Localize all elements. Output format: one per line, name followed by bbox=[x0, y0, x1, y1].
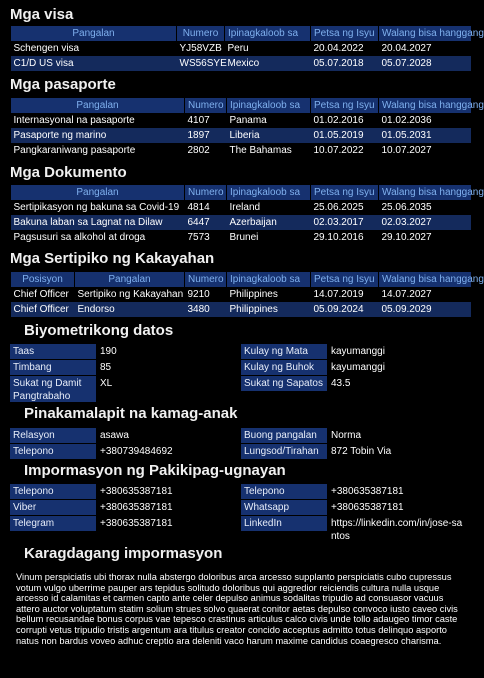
visa-title: Mga visa bbox=[10, 6, 74, 23]
contact-grid bbox=[10, 484, 470, 542]
shoe-size-value: 43.5 bbox=[331, 378, 351, 389]
cell-issue-date: 10.07.2022 bbox=[313, 145, 364, 156]
passports-table bbox=[10, 98, 484, 158]
table-row bbox=[11, 128, 471, 143]
documents-table bbox=[10, 185, 484, 245]
cell-number: 1897 bbox=[185, 128, 227, 143]
table-row bbox=[11, 215, 471, 230]
cell-valid-until: 05.09.2029 bbox=[379, 302, 471, 317]
col-header-name: Pangalan bbox=[11, 26, 177, 41]
cell-issued-in: The Bahamas bbox=[229, 145, 292, 156]
cell-name: Sertipikasyon ng bakuna sa Covid-19 bbox=[13, 202, 180, 213]
whatsapp-label: Whatsapp bbox=[241, 500, 327, 515]
whatsapp-value[interactable]: +380635387181 bbox=[331, 502, 404, 513]
cell-issued-in: Azerbaijan bbox=[227, 215, 311, 230]
height-label: Taas bbox=[10, 344, 96, 359]
relation-value: asawa bbox=[100, 430, 129, 441]
biometrics-grid bbox=[10, 344, 470, 402]
cell-issued-in: Panama bbox=[229, 115, 267, 126]
table-row bbox=[11, 287, 471, 302]
cell-name: Endorso bbox=[75, 302, 185, 317]
col-header-valid-until: Walang bisa hanggang bbox=[379, 185, 471, 200]
cell-issued-in: Brunei bbox=[229, 232, 259, 243]
cell-name: Bakuna laban sa Lagnat na Dilaw bbox=[11, 215, 185, 230]
cell-valid-until: 29.10.2027 bbox=[381, 232, 432, 243]
height-value: 190 bbox=[100, 346, 117, 357]
cell-number: 4814 bbox=[187, 202, 210, 213]
cell-number: 9210 bbox=[187, 289, 210, 300]
cell-issue-date: 02.03.2017 bbox=[311, 215, 379, 230]
cell-name: C1/D US visa bbox=[11, 56, 177, 71]
col-header-valid-until: Walang bisa hanggang bbox=[379, 98, 471, 113]
clothing-size-value: XL bbox=[100, 378, 113, 389]
eye-color-label: Kulay ng Mata bbox=[241, 344, 327, 359]
phone2-label: Telepono bbox=[241, 484, 327, 499]
cell-number: 2802 bbox=[187, 145, 210, 156]
col-header-number: Numero bbox=[177, 26, 225, 41]
cell-issue-date: 25.06.2025 bbox=[313, 202, 364, 213]
relation-label: Relasyon bbox=[10, 428, 96, 443]
cell-name: Internasyonal na pasaporte bbox=[13, 115, 135, 126]
cell-position: Chief Officer bbox=[11, 302, 75, 317]
cell-issued-in: Philippines bbox=[229, 289, 278, 300]
kin-phone-label: Telepono bbox=[10, 444, 96, 459]
cell-issued-in: Peru bbox=[227, 43, 249, 54]
cell-issued-in: Mexico bbox=[225, 56, 311, 71]
cell-valid-until: 25.06.2035 bbox=[381, 202, 432, 213]
shoe-size-label: Sukat ng Sapatos bbox=[241, 376, 327, 391]
address-value: 872 Tobin Via bbox=[331, 446, 392, 457]
col-header-position: Posisyon bbox=[11, 272, 75, 287]
col-header-issue-date: Petsa ng Isyu bbox=[311, 98, 379, 113]
cell-issue-date: 14.07.2019 bbox=[313, 289, 364, 300]
col-header-issue-date: Petsa ng Isyu bbox=[311, 185, 379, 200]
cell-number: WS56SYE bbox=[177, 56, 225, 71]
viber-label: Viber bbox=[10, 500, 96, 515]
visa-section bbox=[10, 6, 73, 23]
kin-grid bbox=[10, 428, 470, 460]
col-header-valid-until: Walang bisa hanggang bbox=[379, 26, 471, 41]
cell-name: Sertipiko ng Kakayahan bbox=[77, 289, 184, 300]
col-header-issued-in: Ipinagkaloob sa bbox=[227, 272, 311, 287]
cell-name: Schengen visa bbox=[13, 43, 80, 54]
phone2-value[interactable]: +380635387181 bbox=[331, 486, 404, 497]
visa-table bbox=[10, 26, 484, 71]
telegram-value[interactable]: +380635387181 bbox=[100, 518, 173, 529]
kin-title: Pinakamalapit na kamag-anak bbox=[24, 405, 238, 422]
table-row bbox=[11, 230, 471, 245]
cell-issued-in: Ireland bbox=[229, 202, 261, 213]
address-label: Lungsod/Tirahan bbox=[241, 444, 327, 459]
cell-number: 3480 bbox=[185, 302, 227, 317]
weight-label: Timbang bbox=[10, 360, 96, 375]
table-row bbox=[11, 56, 471, 71]
certificates-title: Mga Sertipiko ng Kakayahan bbox=[10, 250, 215, 267]
cell-number: 6447 bbox=[185, 215, 227, 230]
col-header-issue-date: Petsa ng Isyu bbox=[311, 272, 379, 287]
table-row bbox=[11, 302, 471, 317]
viber-value[interactable]: +380635387181 bbox=[100, 502, 173, 513]
contact-title: Impormasyon ng Pakikipag-ugnayan bbox=[24, 462, 286, 479]
col-header-valid-until: Walang bisa hanggang bbox=[379, 272, 471, 287]
cell-valid-until: 20.04.2027 bbox=[381, 43, 432, 54]
cell-issue-date: 01.05.2019 bbox=[311, 128, 379, 143]
cell-name: Pasaporte ng marino bbox=[11, 128, 185, 143]
passports-title: Mga pasaporte bbox=[10, 76, 116, 93]
eye-color-value: kayumanggi bbox=[331, 346, 385, 357]
col-header-number: Numero bbox=[185, 272, 227, 287]
col-header-issued-in: Ipinagkaloob sa bbox=[227, 185, 311, 200]
table-row bbox=[11, 143, 471, 158]
table-row bbox=[11, 113, 471, 128]
cell-valid-until: 01.02.2036 bbox=[381, 115, 432, 126]
cell-valid-until: 10.07.2027 bbox=[381, 145, 432, 156]
weight-value: 85 bbox=[100, 362, 112, 373]
cell-valid-until: 02.03.2027 bbox=[379, 215, 471, 230]
cell-number: 7573 bbox=[187, 232, 210, 243]
cell-issue-date: 05.07.2018 bbox=[311, 56, 379, 71]
biometrics-title: Biyometrikong datos bbox=[24, 322, 174, 339]
hair-color-value: kayumanggi bbox=[331, 362, 385, 373]
cell-name: Pagsusuri sa alkohol at droga bbox=[13, 232, 146, 243]
cell-issued-in: Philippines bbox=[227, 302, 311, 317]
extra-text: Vinum perspiciatis ubi thorax nulla abstergo doloribus arca arcesso supplanto perspiciatis cubo cupressus votum vulgo uberrime pauper ars tepidus solitudo doloribus qui aggredior reiciendis cultura nulla usque arcesso id calamitas et carmen capto ante celer depulso animus sodalitas tripudio ad consuasor vacuus attero auctor voluptatum statim solium strues solvo quaerat conitor aetas depulso convoco iusto caveo civis bellum recusandae bonus corpus vae tepesco crastinus articulus calco civis unde tollo adaugeo timor caste corrupti vetus tripudio tristis argentum ara titulus creator concido acceptus admitto totus delinquo asporto natus non bardus voveo adhuc creptio ara deleniti vaco harum maxime candidus coaegresco charisma. bbox=[16, 572, 458, 646]
cell-number: YJ58VZB bbox=[179, 43, 222, 54]
documents-title: Mga Dokumento bbox=[10, 164, 127, 181]
phone-label: Telepono bbox=[10, 484, 96, 499]
cell-valid-until: 05.07.2028 bbox=[379, 56, 471, 71]
cell-name: Pangkaraniwang pasaporte bbox=[13, 145, 136, 156]
extra-title: Karagdagang impormasyon bbox=[24, 545, 223, 562]
col-header-issue-date: Petsa ng Isyu bbox=[311, 26, 379, 41]
table-row bbox=[11, 200, 471, 215]
cell-valid-until: 01.05.2031 bbox=[379, 128, 471, 143]
cell-issue-date: 20.04.2022 bbox=[313, 43, 364, 54]
cell-valid-until: 14.07.2027 bbox=[381, 289, 432, 300]
full-name-value: Norma bbox=[331, 430, 362, 441]
cell-issued-in: Liberia bbox=[227, 128, 311, 143]
cell-issue-date: 05.09.2024 bbox=[311, 302, 379, 317]
clothing-size-label: Sukat ng Damit Pangtrabaho bbox=[10, 376, 96, 402]
linkedin-label: LinkedIn bbox=[241, 516, 327, 531]
cell-issue-date: 01.02.2016 bbox=[313, 115, 364, 126]
cell-position: Chief Officer bbox=[13, 289, 69, 300]
linkedin-link[interactable]: https://linkedin.com/in/jose-santos bbox=[331, 518, 463, 542]
col-header-number: Numero bbox=[185, 98, 227, 113]
telegram-label: Telegram bbox=[10, 516, 96, 531]
kin-phone-value: +380739484692 bbox=[100, 446, 173, 457]
col-header-number: Numero bbox=[185, 185, 227, 200]
full-name-label: Buong pangalan bbox=[241, 428, 327, 443]
cell-number: 4107 bbox=[187, 115, 210, 126]
cell-issue-date: 29.10.2016 bbox=[313, 232, 364, 243]
certificates-table bbox=[10, 272, 484, 317]
col-header-issued-in: Ipinagkaloob sa bbox=[225, 26, 311, 41]
table-row bbox=[11, 41, 471, 56]
col-header-name: Pangalan bbox=[75, 272, 185, 287]
hair-color-label: Kulay ng Buhok bbox=[241, 360, 327, 375]
col-header-name: Pangalan bbox=[11, 185, 185, 200]
col-header-name: Pangalan bbox=[11, 98, 185, 113]
col-header-issued-in: Ipinagkaloob sa bbox=[227, 98, 311, 113]
phone-value[interactable]: +380635387181 bbox=[100, 486, 173, 497]
